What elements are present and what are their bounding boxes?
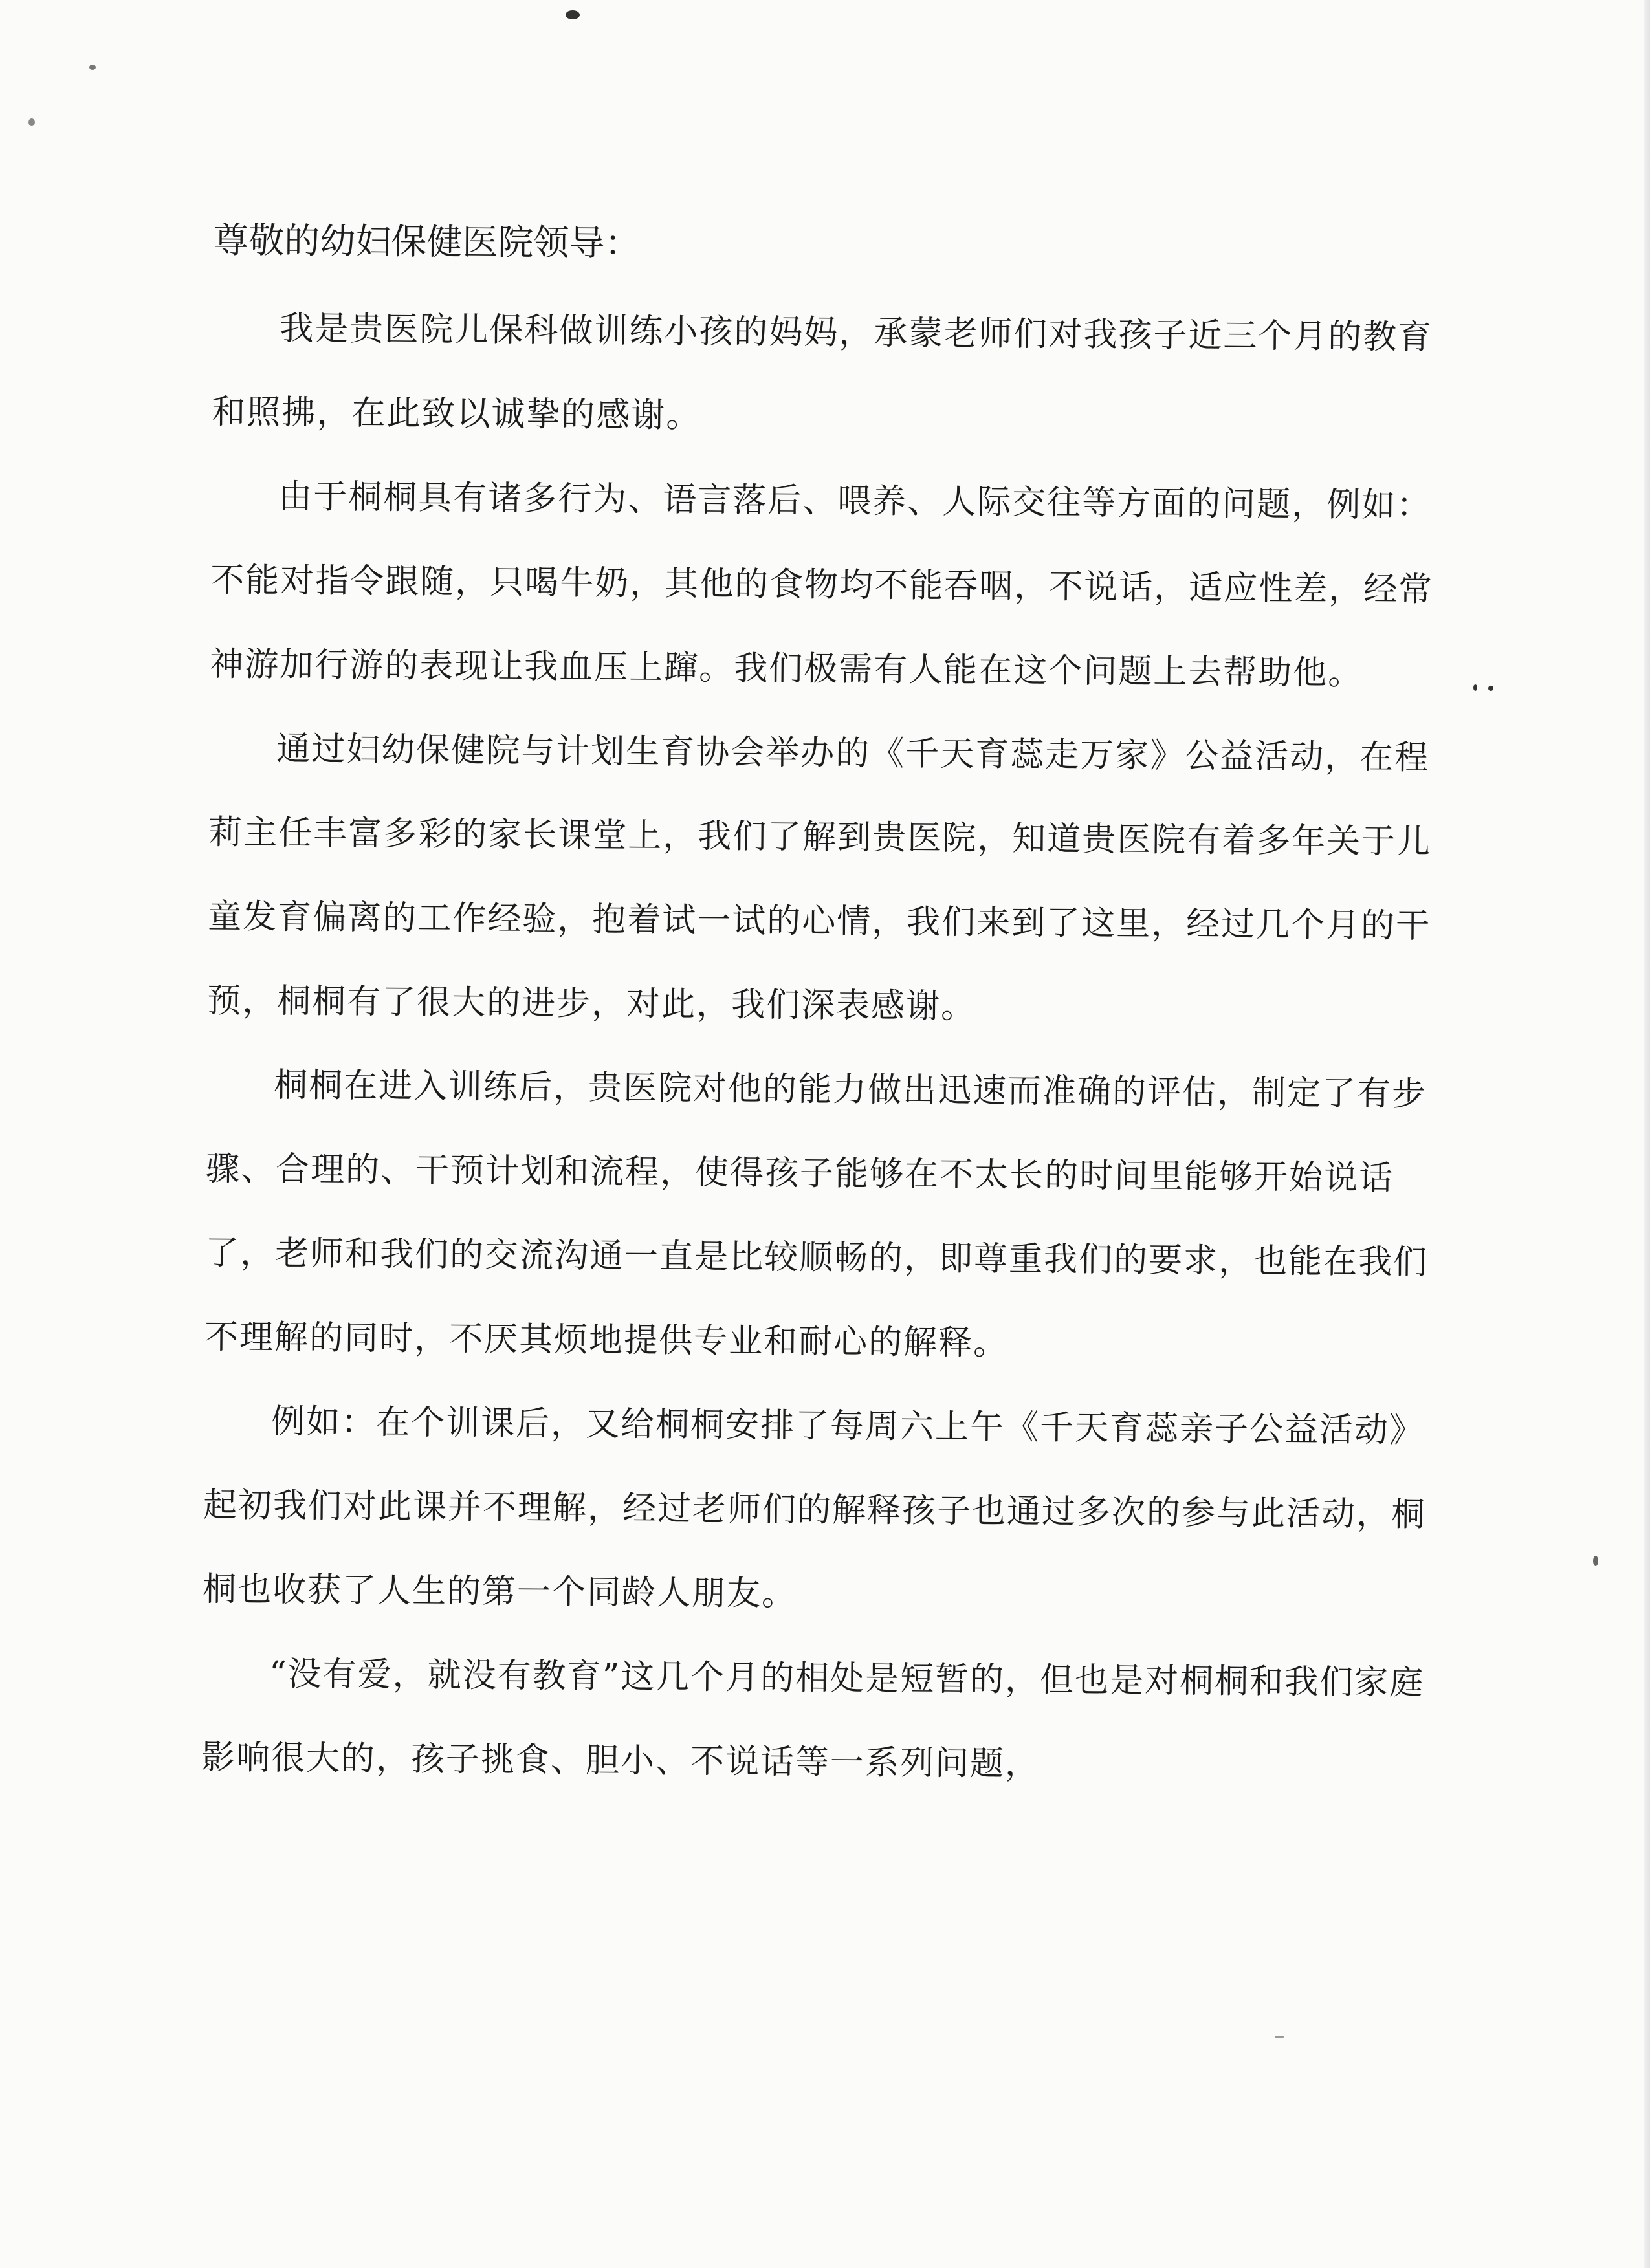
letter-paragraph: 通过妇幼保健院与计划生育协会举办的《千天育蕊走万家》公益活动，在程莉主任丰富多彩的家长课堂上，我们了解到贵医院，知道贵医院有着多年关于儿童发育偏离的工作经验，抱着试一试的心情，我们来到了这里，经过几个月的干预，桐桐有了很大的进步，对此，我们深表感谢。	[206, 729, 1432, 1027]
scan-speck	[89, 65, 96, 70]
scan-edge	[1644, 0, 1650, 2268]
letter-greeting: 尊敬的幼妇保健医院领导：	[213, 219, 641, 265]
scan-speck	[1275, 2036, 1284, 2038]
scan-speck	[28, 118, 35, 126]
scan-speck	[1488, 686, 1493, 691]
letter-paragraph: 我是贵医院儿保科做训练小孩的妈妈，承蒙老师们对我孩子近三个月的教育和照拂，在此致以诚挚的感谢。	[212, 309, 1433, 435]
letter-paragraph: 桐桐在进入训练后，贵医院对他的能力做出迅速而准确的评估，制定了有步骤、合理的、干预计划和流程，使得孩子能够在不太长的时间里能够开始说话了，老师和我们的交流沟通一直是比较顺畅的，即尊重我们的要求，也能在我们不理解的同时，不厌其烦地提供专业和耐心的解释。	[204, 1065, 1429, 1363]
letter-paragraph: 由于桐桐具有诸多行为、语言落后、喂养、人际交往等方面的问题，例如：不能对指令跟随，只喝牛奶，其他的食物均不能吞咽，不说话，适应性差，经常神游加行游的表现让我血压上蹿。我们极需有人能在这个问题上去帮助他。	[210, 477, 1434, 693]
letter-body	[201, 194, 1443, 1809]
letter-paragraph: 例如：在个训课后，又给桐桐安排了每周六上午《千天育蕊亲子公益活动》起初我们对此课并不理解，经过老师们的解释孩子也通过多次的参与此活动，桐桐也收获了人生的第一个同龄人朋友。	[202, 1402, 1427, 1614]
scan-speck	[566, 10, 580, 19]
scan-speck	[1473, 684, 1477, 691]
letter-paragraph: “没有爱，就没有教育”这几个月的相处是短暂的，但也是对桐桐和我们家庭影响很大的，孩子挑食、胆小、不说话等一系列问题，	[201, 1654, 1425, 1784]
scan-speck	[1593, 1556, 1598, 1566]
